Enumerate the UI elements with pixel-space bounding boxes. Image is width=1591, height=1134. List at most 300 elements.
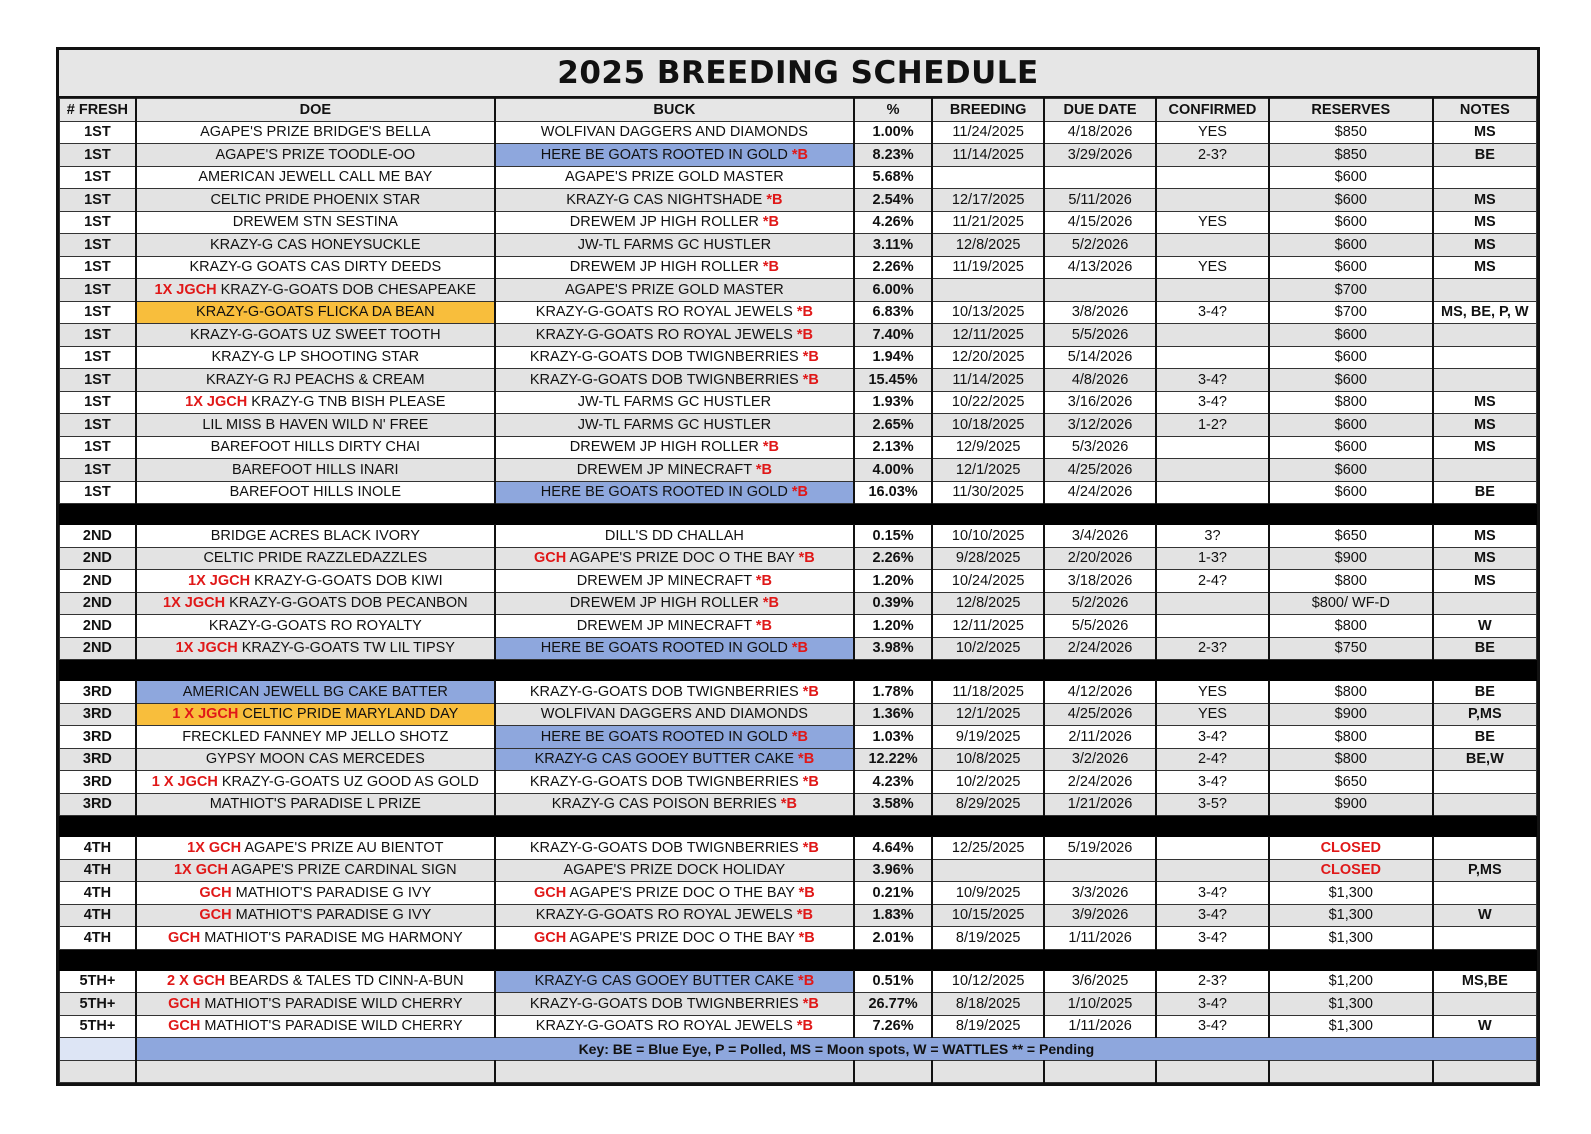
doe-name: AGAPE'S PRIZE AU BIENTOT [244, 839, 444, 856]
notes-cell [1433, 793, 1537, 816]
buck-name: HERE BE GOATS ROOTED IN GOLD [540, 728, 788, 745]
buck-suffix-marker: *B [762, 595, 779, 612]
doe-cell [136, 459, 495, 482]
buck-name: DREWEM JP MINECRAFT [576, 461, 752, 478]
fresh-cell: 5TH+ [60, 993, 136, 1016]
breeding-date-cell: 10/13/2025 [932, 301, 1044, 324]
buck-name: KRAZY-G-GOATS DOB TWIGNBERRIES [529, 995, 799, 1012]
doe-cell [136, 189, 495, 212]
doe-cell [136, 436, 495, 459]
table-row [60, 547, 1537, 570]
due-date-cell [1044, 166, 1156, 189]
fresh-cell: 4TH [60, 859, 136, 882]
percent-cell: 0.51% [854, 970, 932, 993]
table-row [60, 525, 1537, 548]
table-row [60, 301, 1537, 324]
reserves-cell: $600 [1269, 369, 1433, 392]
buck-name: HERE BE GOATS ROOTED IN GOLD [540, 640, 788, 657]
reserves-cell: $600 [1269, 234, 1433, 257]
notes-cell: MS,BE [1433, 970, 1537, 993]
table-row [60, 748, 1537, 771]
due-date-cell: 4/15/2026 [1044, 211, 1156, 234]
doe-name: GYPSY MOON CAS MERCEDES [205, 751, 425, 768]
buck-name: DREWEM JP MINECRAFT [576, 572, 752, 589]
buck-name: DREWEM JP HIGH ROLLER [569, 214, 759, 231]
empty-cell [60, 1060, 136, 1083]
fresh-cell: 1ST [60, 234, 136, 257]
empty-cell [854, 1060, 932, 1083]
breeding-date-cell: 10/2/2025 [932, 771, 1044, 794]
separator-bar [60, 949, 1537, 970]
doe-name: KRAZY-G TNB BISH PLEASE [251, 394, 446, 411]
due-date-cell: 3/9/2026 [1044, 904, 1156, 927]
notes-cell: BE,W [1433, 748, 1537, 771]
breeding-date-cell: 12/11/2025 [932, 615, 1044, 638]
buck-cell [495, 859, 854, 882]
buck-suffix-marker: *B [755, 617, 772, 634]
reserves-cell: $800 [1269, 681, 1433, 704]
notes-cell [1433, 279, 1537, 302]
table-row [60, 324, 1537, 347]
reserves-cell: $700 [1269, 301, 1433, 324]
due-date-cell: 5/14/2026 [1044, 346, 1156, 369]
buck-cell [495, 525, 854, 548]
buck-name: WOLFIVAN DAGGERS AND DIAMONDS [540, 706, 808, 723]
fresh-cell: 1ST [60, 189, 136, 212]
table-row [60, 234, 1537, 257]
table-row [60, 859, 1537, 882]
breeding-date-cell: 11/14/2025 [932, 369, 1044, 392]
percent-cell: 26.77% [854, 993, 932, 1016]
doe-cell [136, 1015, 495, 1038]
doe-cell [136, 301, 495, 324]
percent-cell: 1.20% [854, 570, 932, 593]
doe-cell [136, 793, 495, 816]
breeding-date-cell: 11/30/2025 [932, 481, 1044, 504]
buck-name: AGAPE'S PRIZE DOC O THE BAY [569, 929, 795, 946]
doe-name: KRAZY-G-GOATS DOB KIWI [254, 572, 443, 589]
due-date-cell: 3/2/2026 [1044, 748, 1156, 771]
due-date-cell: 5/2/2026 [1044, 592, 1156, 615]
buck-suffix-marker: *B [762, 439, 779, 456]
separator-bar [60, 816, 1537, 837]
buck-title-prefix: GCH [533, 884, 567, 901]
buck-suffix-marker: *B [755, 461, 772, 478]
buck-cell [495, 681, 854, 704]
buck-name: KRAZY-G CAS GOOEY BUTTER CAKE [534, 751, 795, 768]
doe-cell [136, 525, 495, 548]
reserves-cell: $600 [1269, 459, 1433, 482]
buck-suffix-marker: *B [791, 728, 808, 745]
notes-cell [1433, 346, 1537, 369]
breeding-date-cell: 12/20/2025 [932, 346, 1044, 369]
schedule-table [59, 98, 1537, 1083]
notes-cell: P,MS [1433, 859, 1537, 882]
empty-cell [1156, 1060, 1269, 1083]
buck-suffix-marker: *B [762, 214, 779, 231]
buck-cell [495, 324, 854, 347]
confirmed-cell: 3? [1156, 525, 1269, 548]
buck-cell [495, 121, 854, 144]
due-date-cell: 3/29/2026 [1044, 144, 1156, 167]
doe-cell [136, 279, 495, 302]
breeding-date-cell: 12/1/2025 [932, 459, 1044, 482]
doe-title-prefix: 2 X GCH [167, 973, 226, 990]
notes-cell: MS [1433, 256, 1537, 279]
breeding-date-cell: 8/19/2025 [932, 1015, 1044, 1038]
confirmed-cell: 3-4? [1156, 927, 1269, 950]
confirmed-cell: 3-4? [1156, 1015, 1269, 1038]
confirmed-cell: 2-4? [1156, 570, 1269, 593]
doe-name: KRAZY-G LP SHOOTING STAR [211, 349, 420, 366]
doe-cell [136, 547, 495, 570]
doe-cell [136, 859, 495, 882]
fresh-cell: 1ST [60, 414, 136, 437]
reserves-cell: $800 [1269, 570, 1433, 593]
doe-title-prefix: GCH [168, 995, 201, 1012]
notes-cell: MS [1433, 525, 1537, 548]
reserves-cell: $850 [1269, 144, 1433, 167]
confirmed-cell [1156, 615, 1269, 638]
doe-cell [136, 748, 495, 771]
reserves-cell: CLOSED [1269, 859, 1433, 882]
buck-name: KRAZY-G CAS NIGHTSHADE [566, 191, 763, 208]
table-row [60, 771, 1537, 794]
doe-cell [136, 369, 495, 392]
confirmed-cell: 2-3? [1156, 970, 1269, 993]
notes-cell: P,MS [1433, 703, 1537, 726]
doe-name: MATHIOT'S PARADISE L PRIZE [209, 796, 421, 813]
due-date-cell: 2/20/2026 [1044, 547, 1156, 570]
doe-cell [136, 703, 495, 726]
buck-title-prefix: GCH [533, 550, 567, 567]
confirmed-cell [1156, 279, 1269, 302]
doe-name: KRAZY-G-GOATS DOB CHESAPEAKE [220, 281, 477, 298]
table-row [60, 637, 1537, 660]
percent-cell: 6.00% [854, 279, 932, 302]
fresh-cell: 2ND [60, 525, 136, 548]
doe-name: AGAPE'S PRIZE CARDINAL SIGN [231, 862, 457, 879]
breeding-date-cell [932, 166, 1044, 189]
breeding-date-cell [932, 859, 1044, 882]
breeding-date-cell: 10/2/2025 [932, 637, 1044, 660]
fresh-cell: 1ST [60, 211, 136, 234]
breeding-date-cell: 11/24/2025 [932, 121, 1044, 144]
due-date-cell: 1/21/2026 [1044, 793, 1156, 816]
doe-cell [136, 211, 495, 234]
confirmed-cell [1156, 436, 1269, 459]
buck-name: JW-TL FARMS GC HUSTLER [577, 416, 772, 433]
percent-cell: 1.94% [854, 346, 932, 369]
doe-cell [136, 144, 495, 167]
confirmed-cell: YES [1156, 703, 1269, 726]
buck-name: AGAPE'S PRIZE GOLD MASTER [565, 281, 784, 298]
header-fresh: # FRESH [60, 99, 136, 122]
reserves-cell: $1,300 [1269, 993, 1433, 1016]
percent-cell: 1.20% [854, 615, 932, 638]
notes-cell: MS, BE, P, W [1433, 301, 1537, 324]
doe-cell [136, 481, 495, 504]
doe-title-prefix: 1X GCH [173, 862, 228, 879]
doe-name: KRAZY-G CAS HONEYSUCKLE [210, 236, 421, 253]
doe-cell [136, 993, 495, 1016]
notes-cell: W [1433, 1015, 1537, 1038]
confirmed-cell: 3-4? [1156, 391, 1269, 414]
table-row [60, 144, 1537, 167]
doe-name: MATHIOT'S PARADISE G IVY [235, 884, 432, 901]
buck-cell [495, 993, 854, 1016]
breeding-date-cell: 12/1/2025 [932, 703, 1044, 726]
legend-blank-cell [60, 1038, 136, 1061]
fresh-cell: 1ST [60, 166, 136, 189]
breeding-date-cell: 10/18/2025 [932, 414, 1044, 437]
buck-cell [495, 144, 854, 167]
buck-cell [495, 481, 854, 504]
due-date-cell: 4/25/2026 [1044, 459, 1156, 482]
due-date-cell: 4/25/2026 [1044, 703, 1156, 726]
doe-name: KRAZY-G-GOATS TW LIL TIPSY [241, 640, 455, 657]
buck-suffix-marker: *B [791, 484, 808, 501]
fresh-cell: 3RD [60, 748, 136, 771]
reserves-cell: $600 [1269, 346, 1433, 369]
table-row [60, 993, 1537, 1016]
reserves-cell: $900 [1269, 793, 1433, 816]
buck-cell [495, 882, 854, 905]
doe-title-prefix: GCH [199, 907, 232, 924]
notes-cell [1433, 882, 1537, 905]
reserves-cell: $600 [1269, 414, 1433, 437]
empty-cell [932, 1060, 1044, 1083]
confirmed-cell: YES [1156, 121, 1269, 144]
fresh-cell: 2ND [60, 615, 136, 638]
percent-cell: 2.65% [854, 414, 932, 437]
buck-name: KRAZY-G-GOATS DOB TWIGNBERRIES [529, 773, 799, 790]
table-row [60, 279, 1537, 302]
reserves-cell: $600 [1269, 166, 1433, 189]
buck-suffix-marker: *B [791, 146, 808, 163]
due-date-cell: 4/24/2026 [1044, 481, 1156, 504]
reserves-cell: $650 [1269, 771, 1433, 794]
breeding-date-cell: 8/19/2025 [932, 927, 1044, 950]
confirmed-cell: 3-4? [1156, 369, 1269, 392]
buck-cell [495, 726, 854, 749]
schedule-body [60, 121, 1537, 1083]
buck-name: AGAPE'S PRIZE DOCK HOLIDAY [563, 862, 786, 879]
percent-cell: 1.93% [854, 391, 932, 414]
buck-cell [495, 637, 854, 660]
percent-cell: 4.23% [854, 771, 932, 794]
doe-cell [136, 970, 495, 993]
breeding-date-cell: 10/15/2025 [932, 904, 1044, 927]
notes-cell [1433, 927, 1537, 950]
reserves-cell: $600 [1269, 189, 1433, 212]
percent-cell: 7.40% [854, 324, 932, 347]
doe-name: BAREFOOT HILLS DIRTY CHAI [210, 439, 421, 456]
header-due-date: DUE DATE [1044, 99, 1156, 122]
notes-cell: MS [1433, 547, 1537, 570]
breeding-date-cell: 12/25/2025 [932, 837, 1044, 860]
doe-cell [136, 615, 495, 638]
percent-cell: 3.58% [854, 793, 932, 816]
buck-suffix-marker: *B [796, 907, 813, 924]
breeding-date-cell: 8/29/2025 [932, 793, 1044, 816]
fresh-cell: 1ST [60, 391, 136, 414]
doe-name: KRAZY-G-GOATS UZ SWEET TOOTH [190, 326, 441, 343]
confirmed-cell [1156, 459, 1269, 482]
buck-cell [495, 436, 854, 459]
breeding-date-cell: 10/10/2025 [932, 525, 1044, 548]
notes-cell: BE [1433, 637, 1537, 660]
fresh-cell: 4TH [60, 882, 136, 905]
doe-name: KRAZY-G-GOATS FLICKA DA BEAN [196, 304, 435, 321]
header-doe: DOE [136, 99, 495, 122]
fresh-cell: 1ST [60, 436, 136, 459]
table-row [60, 414, 1537, 437]
notes-cell [1433, 166, 1537, 189]
due-date-cell: 2/11/2026 [1044, 726, 1156, 749]
header-confirmed: CONFIRMED [1156, 99, 1269, 122]
breeding-schedule-sheet [56, 47, 1540, 1086]
table-row [60, 837, 1537, 860]
header-buck: BUCK [495, 99, 854, 122]
confirmed-cell: 2-4? [1156, 748, 1269, 771]
section-separator [60, 949, 1537, 970]
doe-name: BRIDGE ACRES BLACK IVORY [210, 527, 420, 544]
percent-cell: 5.68% [854, 166, 932, 189]
fresh-cell: 4TH [60, 837, 136, 860]
buck-name: AGAPE'S PRIZE GOLD MASTER [565, 169, 784, 186]
confirmed-cell: 3-4? [1156, 882, 1269, 905]
percent-cell: 1.78% [854, 681, 932, 704]
doe-cell [136, 882, 495, 905]
table-row [60, 346, 1537, 369]
header-reserves: RESERVES [1269, 99, 1433, 122]
due-date-cell: 4/13/2026 [1044, 256, 1156, 279]
buck-cell [495, 570, 854, 593]
page-title: 2025 BREEDING SCHEDULE [59, 50, 1537, 98]
doe-name: AMERICAN JEWELL CALL ME BAY [198, 169, 433, 186]
due-date-cell: 3/16/2026 [1044, 391, 1156, 414]
reserves-cell: CLOSED [1269, 837, 1433, 860]
buck-cell [495, 547, 854, 570]
buck-suffix-marker: *B [802, 995, 819, 1012]
buck-cell [495, 592, 854, 615]
buck-cell [495, 391, 854, 414]
reserves-cell: $750 [1269, 637, 1433, 660]
doe-cell [136, 166, 495, 189]
doe-name: MATHIOT'S PARADISE WILD CHERRY [204, 1018, 463, 1035]
doe-name: AMERICAN JEWELL BG CAKE BATTER [182, 683, 448, 700]
buck-cell [495, 837, 854, 860]
fresh-cell: 1ST [60, 459, 136, 482]
doe-cell [136, 234, 495, 257]
buck-suffix-marker: *B [798, 751, 815, 768]
breeding-date-cell: 12/17/2025 [932, 189, 1044, 212]
notes-cell: MS [1433, 570, 1537, 593]
empty-row [60, 1060, 1537, 1083]
buck-cell [495, 414, 854, 437]
confirmed-cell: 3-4? [1156, 726, 1269, 749]
notes-cell: W [1433, 904, 1537, 927]
fresh-cell: 4TH [60, 904, 136, 927]
doe-cell [136, 771, 495, 794]
doe-title-prefix: 1X JGCH [175, 640, 238, 657]
section-separator [60, 816, 1537, 837]
buck-name: KRAZY-G-GOATS RO ROYAL JEWELS [535, 304, 793, 321]
fresh-cell: 3RD [60, 793, 136, 816]
fresh-cell: 1ST [60, 481, 136, 504]
buck-suffix-marker: *B [766, 191, 783, 208]
reserves-cell: $1,300 [1269, 904, 1433, 927]
buck-cell [495, 369, 854, 392]
breeding-date-cell: 9/19/2025 [932, 726, 1044, 749]
buck-suffix-marker: *B [796, 304, 813, 321]
doe-title-prefix: 1X JGCH [188, 572, 251, 589]
confirmed-cell: 3-4? [1156, 771, 1269, 794]
notes-cell: W [1433, 615, 1537, 638]
reserves-cell: $800 [1269, 748, 1433, 771]
table-row [60, 793, 1537, 816]
fresh-cell: 1ST [60, 301, 136, 324]
breeding-date-cell: 10/22/2025 [932, 391, 1044, 414]
doe-title-prefix: GCH [168, 1018, 201, 1035]
buck-name: KRAZY-G-GOATS DOB TWIGNBERRIES [529, 371, 799, 388]
doe-title-prefix: GCH [167, 929, 201, 946]
table-row [60, 904, 1537, 927]
doe-cell [136, 256, 495, 279]
fresh-cell: 1ST [60, 256, 136, 279]
fresh-cell: 1ST [60, 144, 136, 167]
doe-cell [136, 346, 495, 369]
due-date-cell: 3/18/2026 [1044, 570, 1156, 593]
fresh-cell: 2ND [60, 637, 136, 660]
table-row [60, 459, 1537, 482]
due-date-cell: 3/4/2026 [1044, 525, 1156, 548]
doe-name: BAREFOOT HILLS INARI [232, 461, 399, 478]
confirmed-cell: 1-3? [1156, 547, 1269, 570]
table-row [60, 615, 1537, 638]
reserves-cell: $700 [1269, 279, 1433, 302]
confirmed-cell: YES [1156, 681, 1269, 704]
legend-text: Key: BE = Blue Eye, P = Polled, MS = Moon spots, W = WATTLES ** = Pending [136, 1038, 1537, 1061]
confirmed-cell [1156, 166, 1269, 189]
notes-cell: BE [1433, 481, 1537, 504]
percent-cell: 3.96% [854, 859, 932, 882]
buck-cell [495, 166, 854, 189]
percent-cell: 6.83% [854, 301, 932, 324]
reserves-cell: $600 [1269, 436, 1433, 459]
due-date-cell: 2/24/2026 [1044, 771, 1156, 794]
table-row [60, 1015, 1537, 1038]
confirmed-cell: 2-3? [1156, 637, 1269, 660]
notes-cell: MS [1433, 391, 1537, 414]
percent-cell: 2.26% [854, 256, 932, 279]
breeding-date-cell: 11/14/2025 [932, 144, 1044, 167]
percent-cell: 12.22% [854, 748, 932, 771]
doe-title-prefix: 1X JGCH [154, 281, 217, 298]
due-date-cell: 4/8/2026 [1044, 369, 1156, 392]
fresh-cell: 3RD [60, 703, 136, 726]
breeding-date-cell: 11/18/2025 [932, 681, 1044, 704]
doe-cell [136, 904, 495, 927]
breeding-date-cell: 9/28/2025 [932, 547, 1044, 570]
doe-name: DREWEM STN SESTINA [232, 214, 398, 231]
reserves-cell: $600 [1269, 211, 1433, 234]
reserves-cell: $1,300 [1269, 1015, 1433, 1038]
fresh-cell: 3RD [60, 771, 136, 794]
buck-name: KRAZY-G CAS POISON BERRIES [551, 796, 777, 813]
doe-title-prefix: 1 X JGCH [151, 773, 218, 790]
